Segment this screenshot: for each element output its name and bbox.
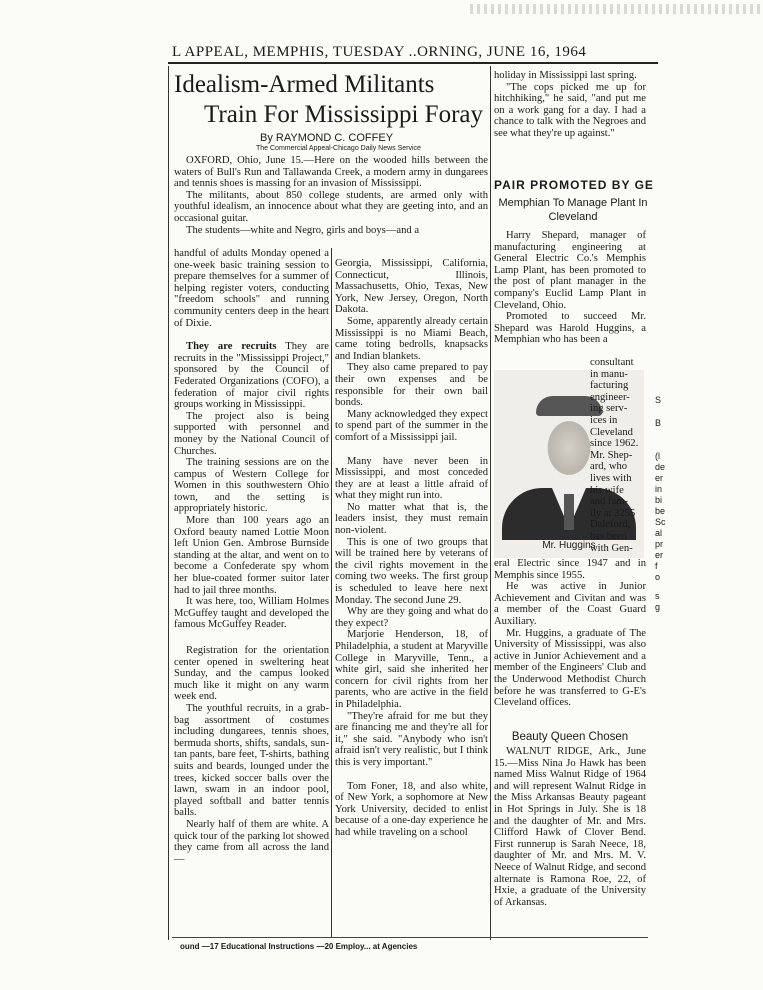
clip-fragment: al xyxy=(655,528,663,538)
wrapped-text xyxy=(590,357,646,554)
article2-top xyxy=(494,230,646,346)
wrap-line: facturing xyxy=(590,380,629,392)
paragraph xyxy=(174,341,329,411)
paragraph: Nearly half of them are white. A quick tour of the parking lot showed they came from all across the land — xyxy=(174,818,329,865)
paragraph: Tom Foner, 18, and also white, of New York, a sophomore at New York University, decided to enlist because of a one-day experience he had while traveling on a school xyxy=(335,780,488,838)
article-column-2 xyxy=(335,258,488,839)
article-headline: Memphian To Manage Plant In Cleveland xyxy=(498,197,648,223)
paragraph: Georgia, Mississippi, California, Connecticut, Illinois, Massachusetts, Ohio, Texas, New York, New Jersey, Oregon, North Dakota. xyxy=(335,258,488,316)
wrap-line: ard, who xyxy=(590,461,628,473)
article2-bottom xyxy=(494,558,646,709)
wrap-line: ing serv- xyxy=(590,403,628,415)
paragraph: Promoted to succeed Mr. Shepard was Harold Huggins, a Memphian who has been a xyxy=(494,311,646,346)
wrap-line: with Gen- xyxy=(590,542,633,554)
paragraph: The project also is being supported with personnel and money by the National Council of Churches. xyxy=(174,410,329,457)
clip-fragment: f xyxy=(655,561,658,571)
clipped-next-column xyxy=(655,395,667,613)
paragraph: holiday in Mississippi last spring. xyxy=(494,70,637,81)
wrap-line: his wife xyxy=(590,484,624,496)
column-rule xyxy=(490,66,491,940)
lead-paragraph: OXFORD, Ohio, June 15.—Here on the wooded hills between the waters of Bull's Run and Tallawanda Creek, a modern army in dungarees and tennis shoes is massing for an invasion of Mississippi. xyxy=(174,155,488,190)
clip-fragment: pr xyxy=(655,539,664,549)
paragraph-lead-in: They are recruits xyxy=(186,341,277,353)
footer-index: ound —17 Educational Instructions —20 Employ... at Agencies xyxy=(180,942,418,951)
paragraph: Mr. Huggins, a graduate of The University of Mississippi, was also active in Junior Achievement and a member of the Engineers' Club and the Underwood Methodist Church before he was transferred to G-E's Cleveland offices. xyxy=(494,627,646,709)
clip-fragment: s xyxy=(655,591,660,601)
byline: By RAYMOND C. COFFEY xyxy=(260,132,394,144)
clip-fragment: in xyxy=(655,484,663,494)
column-rule xyxy=(331,248,332,938)
clip-fragment: g xyxy=(655,602,661,612)
clip-fragment: B xyxy=(655,418,662,428)
article-headline: Beauty Queen Chosen xyxy=(511,731,629,743)
paragraph: handful of adults Monday opened a one-week basic training session to prepare themselves for a summer of helping register voters, conducting "freedom schools" and running community centers deep in the heart of Dixie. xyxy=(174,248,329,329)
footer-rule xyxy=(172,937,648,938)
photo-caption: Mr. Huggins xyxy=(542,540,596,551)
clip-fragment: bi xyxy=(655,495,663,505)
scan-edge-marks xyxy=(470,4,760,14)
clip-fragment: (l xyxy=(655,451,660,461)
paragraph: The youthful recruits, in a grab-bag assortment of costumes including dungarees, tennis shoes, bermuda shorts, shifts, sandals, sun-tan pants, bare feet, T-shirts, bathing suits and beards, lounged under the trees, kicked soccer balls over the lawn, swam in an indoor pool, played softball and batter tennis balls. xyxy=(174,702,329,819)
wrap-line: since 1962. xyxy=(590,438,639,450)
masthead-rule xyxy=(168,62,658,64)
wrap-line: Cleveland xyxy=(590,426,633,438)
article-column-3 xyxy=(494,70,646,140)
wrap-line: engineer- xyxy=(590,391,630,403)
wrap-line: ily at 3255 xyxy=(590,507,636,519)
paragraph: Harry Shepard, manager of manufacturing engineering at General Electric Co.'s Memphis Lamp Plant, has been promoted to the post of plant manager in the company's Euclid Lamp Plant in Cleveland, Ohio. xyxy=(494,230,646,311)
paragraph: Registration for the orientation center opened in sweltering heat Sunday, and the campus looked much like it might on any warm week end. xyxy=(174,645,329,703)
paragraph-text: They are recruits in the "Mississippi Project," sponsored by the Council of Federated Organizations (COFO), a federation of major civil rights groups working in Mississippi. xyxy=(174,341,329,411)
paragraph: This is one of two groups that will be trained here by veterans of the civil rights movement in the coming two weeks. The first group is scheduled to leave here next Monday. The second June 29. xyxy=(335,536,488,606)
clip-fragment: Sc xyxy=(655,517,666,527)
paragraph: eral Electric since 1947 and in Memphis since 1955. xyxy=(494,558,646,581)
clip-fragment: de xyxy=(655,462,666,472)
headline-line-1: Idealism-Armed Militants xyxy=(174,71,435,98)
paragraph: "They're afraid for me but they are financing me and they're all for it," she said. "Anybody who isn't afraid isn't very realistic, but I think this is very important." xyxy=(335,710,488,768)
wrap-line: and fam- xyxy=(590,496,628,508)
paragraph: Many acknowledged they expect to spend part of the summer in the comfort of a Mississippi jail. xyxy=(335,408,488,443)
kicker-headline: PAIR PROMOTED BY GE xyxy=(494,178,654,192)
wrap-line: Daleford, xyxy=(590,519,631,531)
paragraph: Marjorie Henderson, 18, of Philadelphia, a student at Maryville College in Maryville, Tenn., a white girl, said she inherited her concern for civil rights from her parents, who are active in the field in Philadelphia. xyxy=(335,629,488,710)
clip-fragment: S xyxy=(655,395,662,405)
left-margin-rule xyxy=(168,66,169,940)
clip-fragment: o xyxy=(655,572,661,582)
paragraph: No matter what that is, the leaders insist, they must remain non-violent. xyxy=(335,501,488,537)
lead-paragraph: The students—white and Negro, girls and boys—and a xyxy=(186,224,420,236)
wrap-line: ices in xyxy=(590,414,618,426)
paragraph: Why are they going and what do they expect? xyxy=(335,606,488,629)
article3-body xyxy=(494,746,646,908)
paragraph: The training sessions are on the campus of Western College for Women in this southwestern Ohio town, and the setting is appropriately historic. xyxy=(174,457,329,515)
paragraph: Some, apparently already certain Mississippi is no Miami Beach, came toting bedrolls, knapsacks and Indian blankets. xyxy=(335,315,488,362)
paragraph: More than 100 years ago an Oxford beauty named Lottie Moon left Union Gen. Ambrose Burnside standing at the altar, and went on to become a Confederate spy whom her blue-coated former suitor later had to jail three months. xyxy=(174,515,329,596)
wrap-line: consultant xyxy=(590,357,634,368)
wrap-line: lives with xyxy=(590,472,632,484)
article-headline xyxy=(174,70,492,130)
news-service: The Commercial Appeal-Chicago Daily News Service xyxy=(256,145,421,152)
masthead: L APPEAL, MEMPHIS, TUESDAY ..ORNING, JUNE 16, 1964 xyxy=(172,44,587,60)
paragraph: WALNUT RIDGE, Ark., June 15.—Miss Nina Jo Hawk has been named Miss Walnut Ridge of 1964 and will represent Walnut Ridge in the Miss Arkansas Beauty pageant in Hot Springs in July. She is 18 and the daughter of Mr. and Mrs. Clifford Hawk of Clover Bend. First runnerup is Sarah Neece, 18, daughter of Mr. and Mrs. M. V. Neece of Walnut Ridge, and second alternate is Ramona Roe, 22, of Hxie, a graduate of the University of Arkansas. xyxy=(494,746,646,908)
lead-paragraph: The militants, about 850 college students, are armed only with youthful idealism, an innocence about what they are geeting into, and an occasional guitar. xyxy=(174,189,488,224)
headline-line-2: Train For Mississippi Foray xyxy=(204,101,483,128)
paragraph: They also came prepared to pay their own expenses and be responsible for their own bail bonds. xyxy=(335,362,488,409)
wrap-line: Mr. Shep- xyxy=(590,449,633,461)
clip-fragment: er xyxy=(655,473,664,483)
paragraph: "The cops picked me up for hitchhiking," he said, "and put me on a work gang for a day. I had a chance to talk with the Negroes and see what they're up against." xyxy=(494,81,646,139)
paragraph: Many have never been in Mississippi, and most conceded they are at least a little afraid of what they might run into. xyxy=(335,455,488,502)
clip-fragment: er xyxy=(655,550,664,560)
article-column-1 xyxy=(174,248,329,865)
article-lead xyxy=(174,155,488,236)
paragraph: He was active in Junior Achievement and Civitan and was a member of the Coast Guard Auxiliary. xyxy=(494,581,646,627)
wrap-line: in manu- xyxy=(590,368,628,380)
clip-fragment: be xyxy=(655,506,666,516)
wrap-line: has been xyxy=(590,530,627,542)
paragraph: It was here, too, William Holmes McGuffey taught and developed the famous McGuffey Reader. xyxy=(174,596,329,631)
